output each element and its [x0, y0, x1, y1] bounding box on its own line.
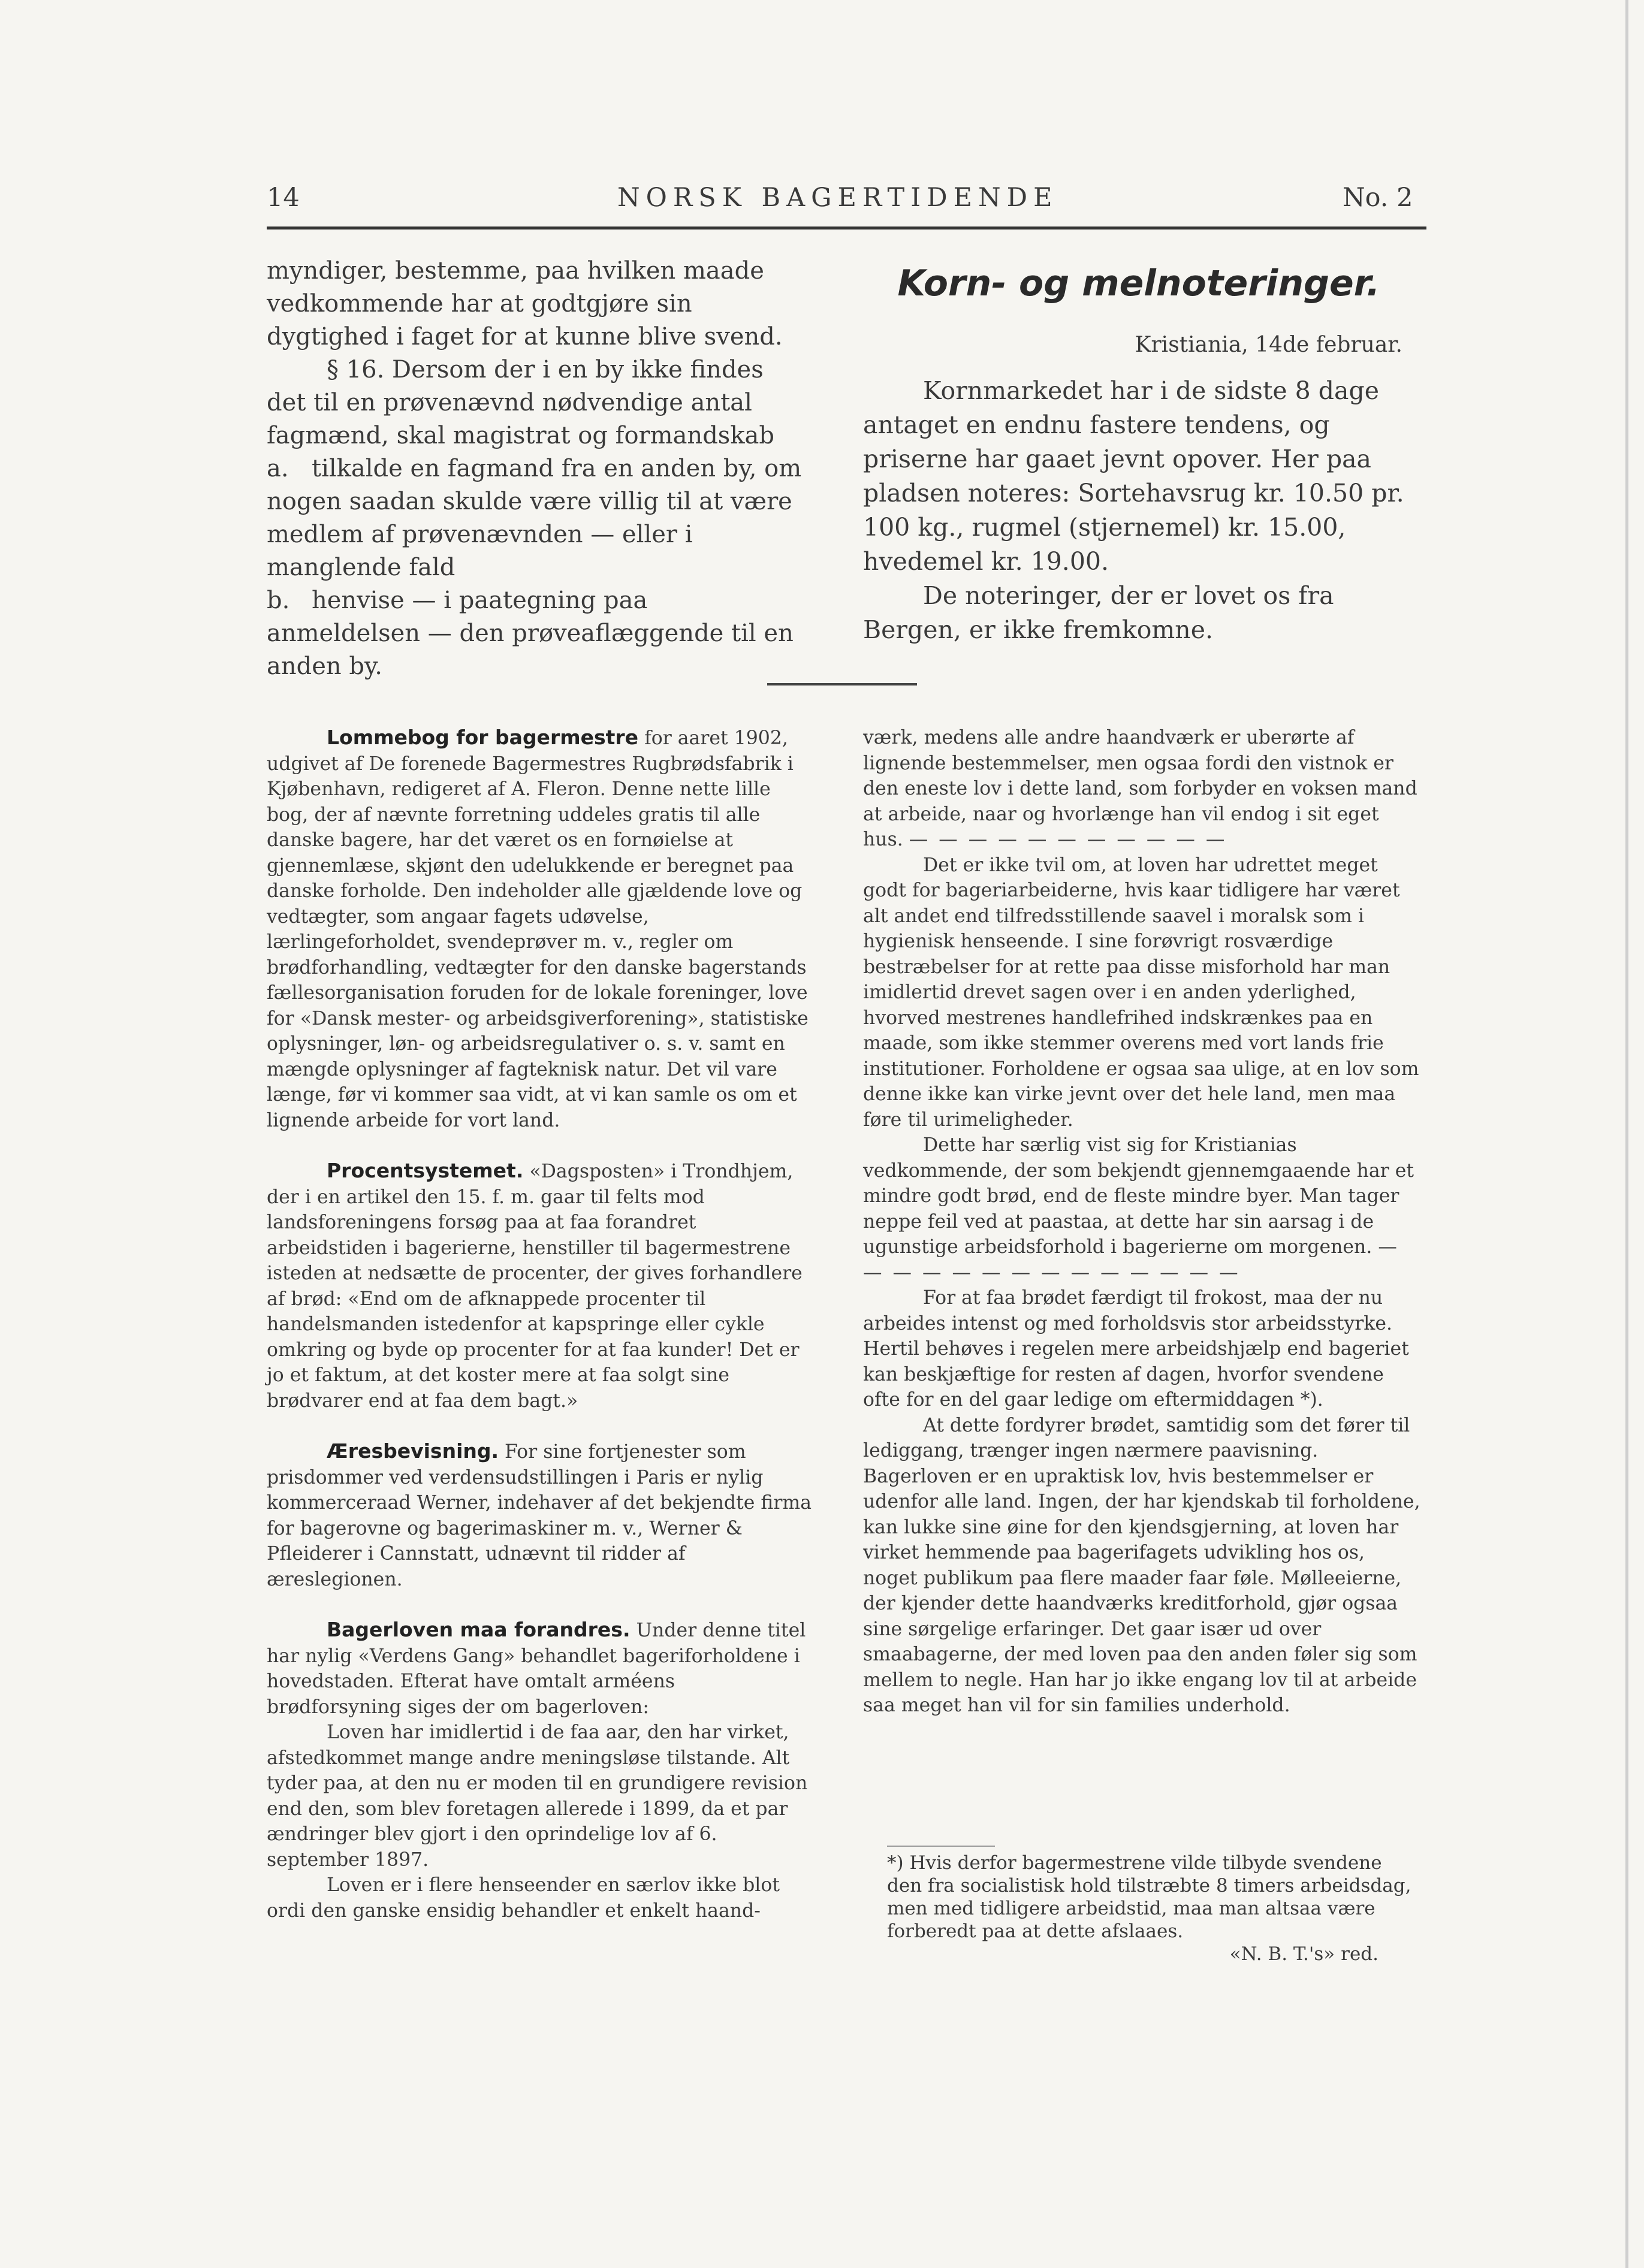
article-heading: Æresbevisning. — [327, 1439, 499, 1463]
section-title: Korn- og melnoteringer. — [897, 262, 1380, 304]
paragraph-loven: Det er ikke tvil om, at loven har udrettet meget godt for bageriarbeiderne, hvis kaar tidligere har været alt andet end tilfredsstillende saavel i moralsk som i hygienisk henseende. I sine forøvrigt rosværdige bestræbelser for at rette paa disse misforhold har man imidlertid drevet sagen over i en anden yderlighed, hvorved mestrenes handlefrihed indskrænkes paa en maade, som ikke stemmer overens med vort lands frie institutioner. Forholdene er ogsaa saa ulige, at en lov som denne ikke kan virke jevnt over det hele land, men maa føre til urimeligheder. — [863, 854, 1419, 1131]
dash-rule: — — — — — — — — — — — — — — — [863, 1236, 1399, 1284]
law-item-a — [267, 452, 806, 584]
footnote-signature: «N. B. T.'s» red. — [1229, 1943, 1378, 1965]
lower-left-column — [267, 725, 815, 1923]
law-item-b — [267, 584, 806, 683]
item-a-label: a. — [267, 455, 289, 482]
dash-rule: — — — — — — — — — — — — [909, 829, 1227, 850]
issue-number: No. 2 — [1343, 183, 1413, 213]
article-body: Under denne titel har nylig «Verdens Gang» behandlet bageriforholdene i hovedstaden. Efterat have omtalt arméens brødforsyning siges der om bagerloven: — [267, 1620, 806, 1718]
article-heading: Bagerloven maa forandres. — [327, 1618, 631, 1641]
law-text-continuation: myndiger, bestemme, paa hvilken maade vedkommende har at godtgjøre sin dygtighed i faget for at kunne blive svend. — [267, 257, 783, 351]
article-body: For sine fortjenester som prisdommer ved verdensudstillingen i Paris er nylig kommerceraad Werner, indehaver af det bekjendte firma for bagerovne og bagerimaskiner m. v., Werner & Pfleiderer i Cannstatt, udnævnt til ridder af æreslegionen. — [267, 1441, 812, 1590]
article-bagerloven — [267, 1617, 815, 1720]
page-number: 14 — [267, 183, 300, 213]
paragraph-lediggang: At dette fordyrer brødet, samtidig som det fører til lediggang, trænger ingen nærmere paavisning. Bagerloven er en upraktisk lov, hvis bestemmelser er udenfor alle land. Ingen, der har kjendskab til forholdene, kan lukke sine øine for den kjendsgjerning, at loven har virket hemmende paa bagerifagets udvikling hos os, noget publikum paa flere maader faar føle. Mølleeierne, der kjender dette haandværks kreditforhold, gjør ogsaa sine sørgelige erfaringer. Det gaar især ud over smaabagerne, der med loven paa den anden føler sig som mellem to negle. Han har jo ikke engang lov til at arbeide saa meget han vil for sin families underhold. — [863, 1414, 1420, 1716]
market-paragraph: Kornmarkedet har i de sidste 8 dage antaget en endnu fastere tendens, og priserne har gaaet jevnt opover. Her paa pladsen noteres: Sortehavsrug kr. 10.50 pr. 100 kg., rugmel (stjernemel) kr. 15.00, hvedemel kr. 19.00. — [863, 376, 1404, 576]
kristiania-text: Dette har særlig vist sig for Kristianias vedkommende, der som bekjendt gjennemgaaende har et mindre godt brød, end de fleste mindre byer. Man tager neppe feil ved at paastaa, at dette har sin aarsag i de ugunstige arbeidsforhold i bagerierne om morgenen. — [863, 1134, 1414, 1258]
item-b-label: b. — [267, 587, 290, 614]
dateline: Kristiania, 14de februar. — [1135, 333, 1402, 357]
bergen-paragraph: De noteringer, der er lovet os fra Bergen, er ikke fremkomne. — [863, 581, 1334, 644]
article-body: for aaret 1902, udgivet af De forenede Bagermestres Rugbrødsfabrik i Kjøbenhavn, redigeret af A. Fleron. Denne nette lille bog, der af nævnte forretning uddeles gratis til alle danske bagere, har det været os en fornøielse at gjennemlæse, skjønt den udelukkende er beregnet paa danske forholde. Den indeholder alle gjældende love og vedtægter, som angaar fagets udøvelse, lærlingeforholdet, svendeprøver m. v., regler om brødforhandling, vedtægter for den danske bagerstands fællesorganisation foruden for de lokale foreninger, love for «Dansk mester- og arbeidsgiverforening», statistiske oplysninger, løn- og arbeidsregulativer o. s. v. samt en mængde oplysninger af fagteknisk natur. Det vil vare længe, før vi kommer saa vidt, at vi kan samle os om et lignende arbeide for vort land. — [267, 727, 809, 1131]
article-body: «Dagsposten» i Trondhjem, der i en artikel den 15. f. m. gaar til felts mod landsforeningens forsøg paa at faa forandret arbeidstiden i bagerierne, henstiller til bagermestrene isteden at nedsætte de procenter, der gives forhandlere af brød: «End om de afknappede procenter til handelsmanden istedenfor at kapspringe eller cykle omkring og byde op procenter for at faa kunder! Det er jo et faktum, at det koster mere at faa solgt sine brødvarer end at faa dem bagt.» — [267, 1161, 803, 1412]
lower-right-column — [863, 725, 1420, 1719]
bagerloven-paragraph-2: Loven har imidlertid i de faa aar, den har virket, afstedkommet mange andre meningsløse tilstande. Alt tyder paa, at den nu er moden til en grundigere revision end den, som blev foretagen allerede i 1899, da et par ændringer blev gjort i den oprindelige lov af 6. september 1897. — [267, 1722, 808, 1871]
article-heading: Procentsystemet. — [327, 1159, 524, 1182]
top-right-column — [863, 255, 1414, 647]
article-lommebog — [267, 725, 815, 1133]
bagerloven-paragraph-3: Loven er i flere henseender en særlov ikke blot ordi den ganske ensidig behandler et enkelt haand- — [267, 1874, 780, 1922]
page-edge-shadow — [1625, 0, 1628, 2268]
article-procentsystemet — [267, 1158, 815, 1414]
paragraph-kristiania — [863, 1133, 1420, 1285]
newspaper-title: NORSK BAGERTIDENDE — [617, 183, 1058, 213]
footnote-rule — [887, 1846, 995, 1847]
continued-text: værk, medens alle andre haandværk er uberørte af lignende bestemmelser, men ogsaa fordi den vistnok er den eneste lov i dette land, som forbyder en voksen mand at arbeide, naar og hvorlænge han vil endog i sit eget hus. — [863, 727, 1417, 850]
continued-paragraph — [863, 725, 1420, 853]
footnote — [887, 1852, 1414, 1965]
section-divider — [767, 683, 917, 685]
header-rule — [267, 227, 1426, 229]
item-b-text: henvise — i paategning paa anmeldelsen — den prøveaflæggende til en anden by. — [267, 587, 794, 680]
footnote-text: *) Hvis derfor bagermestrene vilde tilbyde svendene den fra socialistisk hold tilstræbte 8 timers arbeidsdag, men med tidligere arbeidstid, maa man altsaa være forberedt paa at dette afslaaes. — [887, 1852, 1411, 1942]
paragraph-frokost: For at faa brødet færdigt til frokost, maa der nu arbeides intenst og med forholdsvis stor arbeidsstyrke. Hertil behøves i regelen mere arbeidshjælp end bageriet kan beskjæftige for resten af dagen, hvorfor svendene ofte for en del gaar ledige om eftermiddagen *). — [863, 1287, 1409, 1411]
article-heading: Lommebog for bagermestre — [327, 726, 639, 749]
article-aeresbevisning — [267, 1439, 815, 1592]
law-paragraph-16: § 16. Dersom der i en by ikke findes det til en prøvenævnd nødvendige antal fagmænd, skal magistrat og formandskab — [267, 356, 775, 449]
item-a-text: tilkalde en fagmand fra en anden by, om nogen saadan skulde være villig til at være medlem af prøvenævnden — eller i manglende fald — [267, 455, 802, 581]
top-left-column — [267, 255, 806, 683]
